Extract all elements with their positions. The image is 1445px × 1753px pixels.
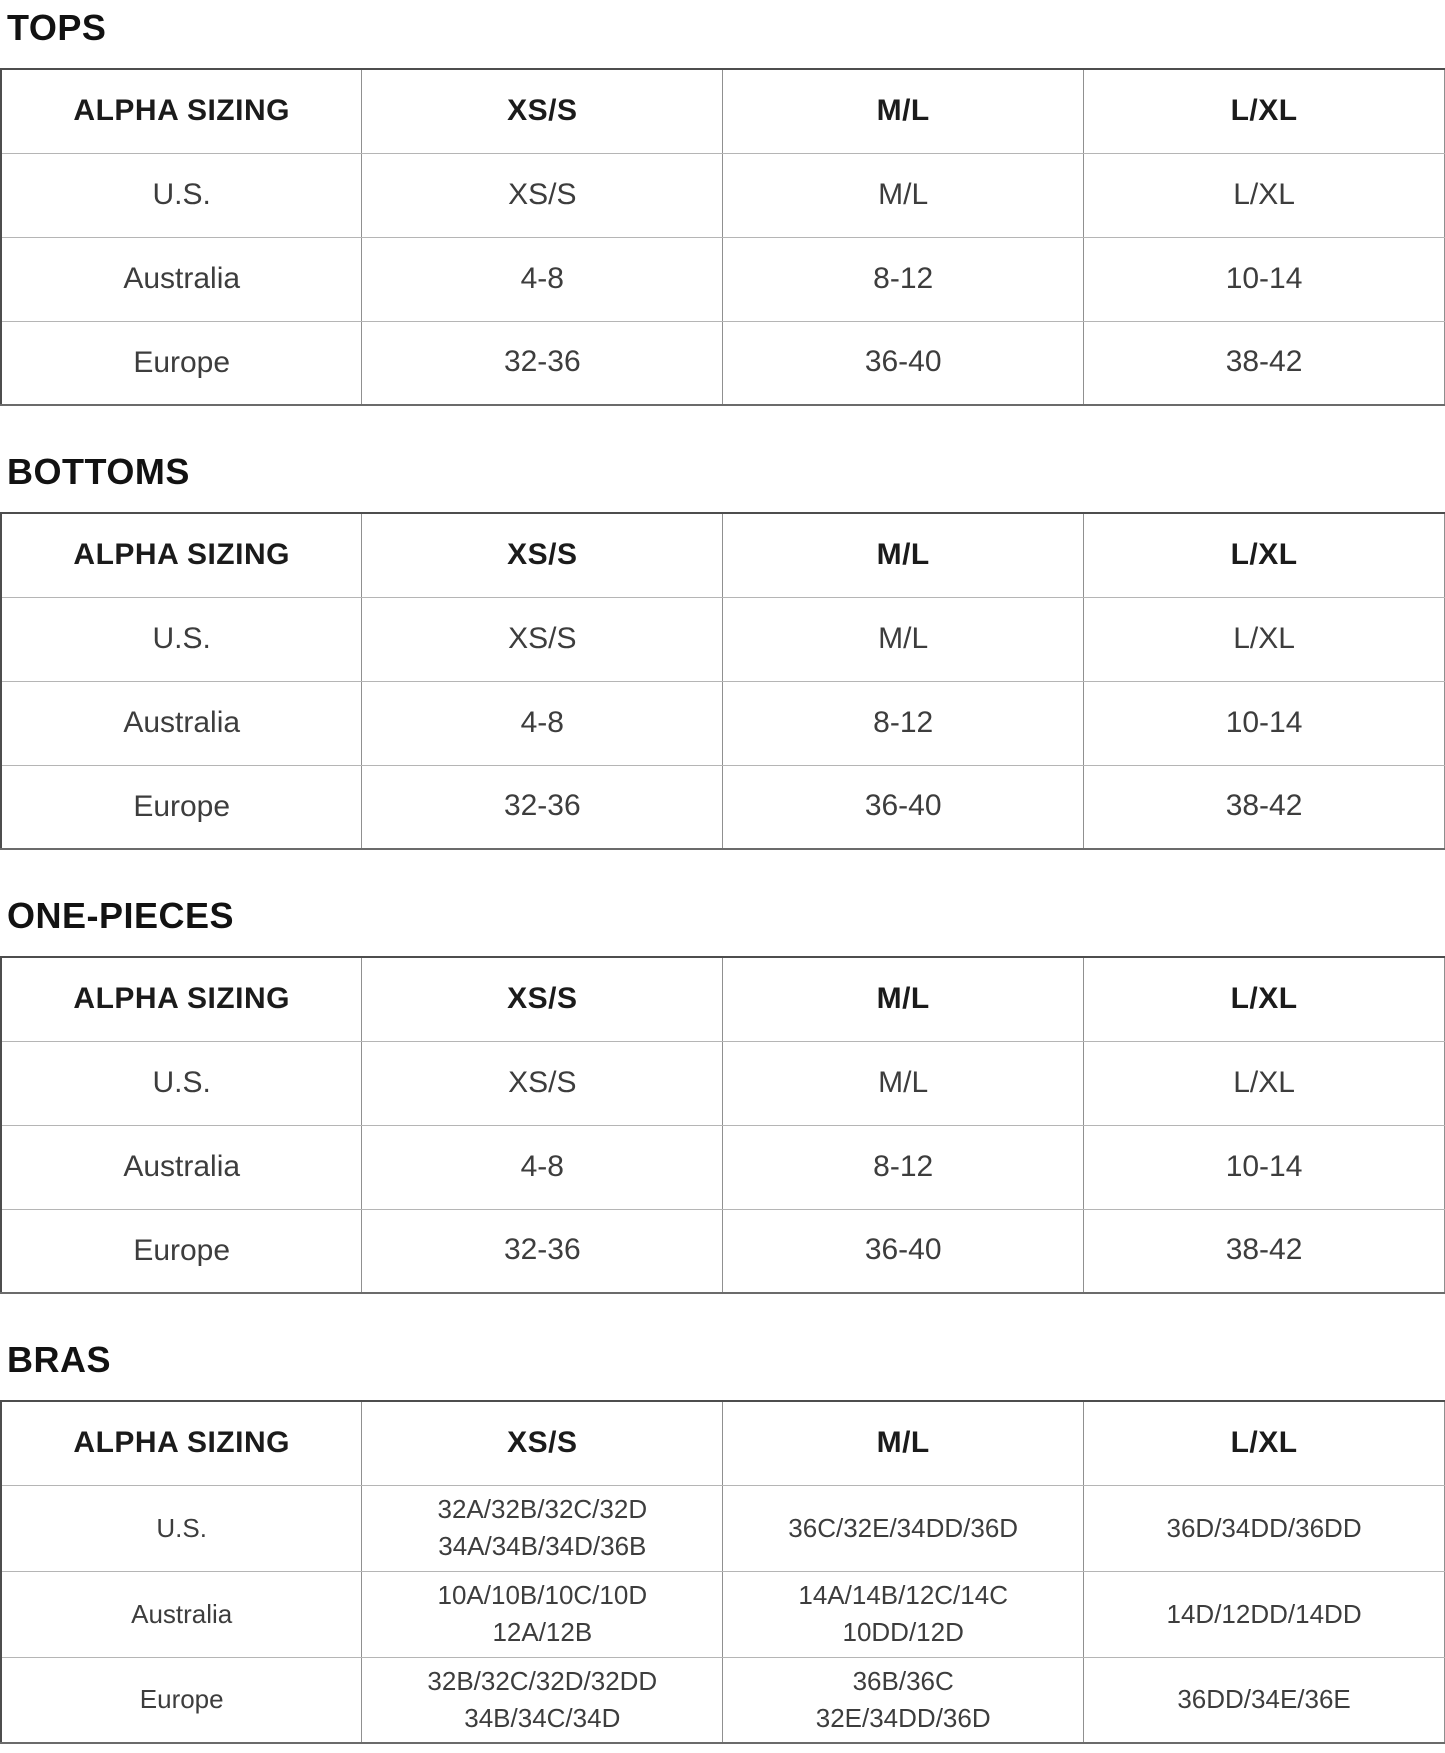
table-row-europe [1,1657,1445,1743]
size-cell [723,597,1084,681]
size-value: 36-40 [864,1233,942,1267]
table-row-us [1,1485,1445,1571]
size-value: 8-12 [873,705,934,739]
region-label: Australia [1,237,362,321]
column-header-alpha-sizing: ALPHA SIZING [1,1401,362,1485]
size-cell [362,1485,723,1571]
table-header-row [1,513,1445,597]
region-label: Europe [1,765,362,849]
size-cell [362,1125,723,1209]
size-value-line: 32B/32C/32D/32DD [427,1665,658,1696]
region-label: Australia [1,681,362,765]
column-header-xs-s: XS/S [362,513,723,597]
size-cell [362,321,723,405]
size-cell [362,153,723,237]
table-row-europe [1,1209,1445,1293]
section-tops [0,7,1445,406]
size-value: 14D/12DD/14DD [1166,1598,1362,1629]
size-cell [1084,1571,1445,1657]
size-value: 4-8 [520,1149,564,1183]
size-value: 36DD/34E/36E [1177,1684,1351,1715]
section-one-pieces [0,895,1445,1294]
size-value: XS/S [508,621,577,655]
size-value: 32-36 [503,1233,581,1267]
column-header-xs-s: XS/S [362,69,723,153]
table-row-australia [1,237,1445,321]
size-cell [723,321,1084,405]
size-cell [362,1041,723,1125]
size-value-line: 10DD/12D [842,1617,964,1647]
size-value-line: 32A/32B/32C/32D [437,1494,648,1525]
one-pieces-size-table [0,956,1445,1294]
size-value: 32-36 [503,345,581,379]
size-value: XS/S [508,1065,577,1099]
section-bras [0,1339,1445,1744]
size-value: 38-42 [1225,345,1303,379]
size-cell [1084,597,1445,681]
column-header-l-xl: L/XL [1084,957,1445,1041]
section-bottoms [0,451,1445,850]
region-label: U.S. [1,597,362,681]
column-header-l-xl: L/XL [1084,513,1445,597]
size-value: L/XL [1233,1065,1295,1099]
section-title-bras: BRAS [7,1339,112,1380]
size-cell [1084,1041,1445,1125]
column-header-xs-s: XS/S [362,1401,723,1485]
size-cell [723,153,1084,237]
size-value: XS/S [508,177,577,211]
size-cell [723,1485,1084,1571]
region-label: Europe [1,1657,362,1743]
table-row-us [1,153,1445,237]
column-header-m-l: M/L [723,69,1084,153]
size-value: 38-42 [1225,789,1303,823]
section-title-bottoms: BOTTOMS [7,451,190,492]
size-cell [1084,1657,1445,1743]
size-value: 32-36 [503,789,581,823]
size-value: L/XL [1233,177,1295,211]
region-label: U.S. [1,1485,362,1571]
tops-size-table [0,68,1445,406]
size-value-line: 14A/14B/12C/14C [798,1580,1008,1611]
column-header-xs-s: XS/S [362,957,723,1041]
size-value-line: 10A/10B/10C/10D [437,1580,648,1611]
size-cell [362,681,723,765]
size-cell [362,1571,723,1657]
size-cell [1084,1485,1445,1571]
table-header-row [1,957,1445,1041]
size-cell [1084,237,1445,321]
size-value: 10-14 [1225,261,1303,295]
size-value-line: 34B/34C/34D [464,1702,621,1733]
size-value: M/L [878,1065,929,1099]
region-label: Europe [1,1209,362,1293]
size-cell [362,1657,723,1743]
size-value-line: 12A/12B [492,1617,593,1647]
column-header-m-l: M/L [723,1401,1084,1485]
table-header-row [1,1401,1445,1485]
size-cell [1084,321,1445,405]
bras-size-table [0,1400,1445,1744]
size-cell [362,1209,723,1293]
table-row-europe [1,321,1445,405]
size-cell [723,681,1084,765]
size-value: 8-12 [873,261,934,295]
region-label: Australia [1,1571,362,1657]
size-value: L/XL [1233,621,1295,655]
column-header-m-l: M/L [723,957,1084,1041]
section-title-one-pieces: ONE-PIECES [7,895,235,936]
size-cell [723,1209,1084,1293]
table-row-australia [1,1571,1445,1657]
size-cell [723,1571,1084,1657]
size-cell [723,1657,1084,1743]
column-header-l-xl: L/XL [1084,1401,1445,1485]
size-cell [362,765,723,849]
table-row-europe [1,765,1445,849]
size-value: 38-42 [1225,1233,1303,1267]
size-cell [1084,153,1445,237]
size-value: 10-14 [1225,705,1303,739]
size-value: M/L [878,177,929,211]
size-cell [723,1125,1084,1209]
column-header-alpha-sizing: ALPHA SIZING [1,957,362,1041]
size-value: 36-40 [864,345,942,379]
size-value: 4-8 [520,261,564,295]
size-cell [723,1041,1084,1125]
region-label: Australia [1,1125,362,1209]
size-cell [1084,765,1445,849]
size-value-line: 36B/36C [852,1665,954,1696]
table-row-australia [1,1125,1445,1209]
size-value: 36-40 [864,789,942,823]
region-label: U.S. [1,153,362,237]
size-value: 36D/34DD/36DD [1166,1512,1362,1543]
size-value-line: 32E/34DD/36D [815,1702,991,1733]
column-header-l-xl: L/XL [1084,69,1445,153]
column-header-m-l: M/L [723,513,1084,597]
region-label: U.S. [1,1041,362,1125]
column-header-alpha-sizing: ALPHA SIZING [1,69,362,153]
size-cell [1084,1209,1445,1293]
size-cell [362,237,723,321]
table-row-us [1,597,1445,681]
bottoms-size-table [0,512,1445,850]
column-header-alpha-sizing: ALPHA SIZING [1,513,362,597]
size-value: 10-14 [1225,1149,1303,1183]
size-value: 8-12 [873,1149,934,1183]
size-cell [362,597,723,681]
size-cell [723,237,1084,321]
size-value: M/L [878,621,929,655]
size-value-line: 34A/34B/34D/36B [438,1531,647,1561]
size-cell [1084,681,1445,765]
section-title-tops: TOPS [7,7,107,48]
region-label: Europe [1,321,362,405]
table-row-us [1,1041,1445,1125]
table-row-australia [1,681,1445,765]
table-header-row [1,69,1445,153]
size-cell [723,765,1084,849]
size-value: 4-8 [520,705,564,739]
size-cell [1084,1125,1445,1209]
size-value: 36C/32E/34DD/36D [788,1512,1019,1543]
